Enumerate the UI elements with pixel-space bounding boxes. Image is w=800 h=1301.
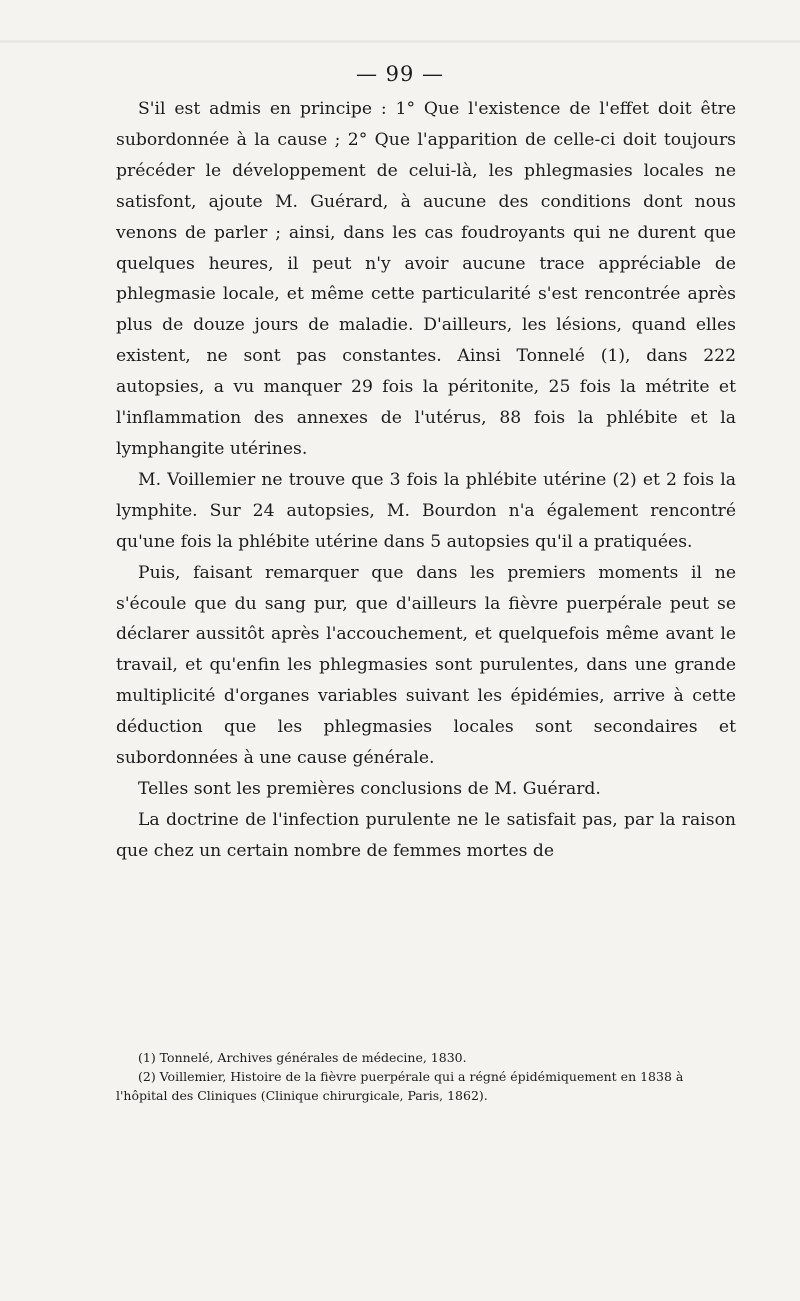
- paragraph-3: Puis, faisant remarquer que dans les premiers moments il ne s'écoule que du sang pur, que d'ailleurs la fièvre puerpérale peut se déclarer aussitôt après l'accouchement, et quelquefois même avant le travail, et qu'enfin les phlegmasies sont purulentes, dans une grande multiplicité d'organes variables suivant les épidémies, arrive à cette déduction que les phlegmasies locales sont secondaires et subordonnées à une cause générale.: [116, 562, 736, 769]
- footnotes: [116, 1048, 736, 1105]
- page-number: — 99 —: [355, 62, 445, 86]
- paragraph-5: La doctrine de l'infection purulente ne le satisfait pas, par la raison que chez un certain nombre de femmes mortes de: [116, 809, 736, 861]
- paragraph-4: Telles sont les premières conclusions de M. Guérard.: [138, 778, 601, 799]
- footnote-1: (1) Tonnelé, Archives générales de médecine, 1830.: [138, 1050, 467, 1065]
- paragraph-1: S'il est admis en principe : 1° Que l'existence de l'effet doit être subordonnée à la cause ; 2° Que l'apparition de celle-ci doit toujours précéder le développement de celui-là, les phlegmasies locales ne satisfont, ajoute M. Guérard, à aucune des conditions dont nous venons de parler ; ainsi, dans les cas foudroyants qui ne durent que quelques heures, il peut n'y avoir aucune trace appréciable de phlegmasie locale, et même cette particularité s'est rencontrée après plus de douze jours de maladie. D'ailleurs, les lésions, quand elles existent, ne sont pas constantes. Ainsi Tonnelé (1), dans 222 autopsies, a vu manquer 29 fois la péritonite, 25 fois la métrite et l'inflammation des annexes de l'utérus, 88 fois la phlébite et la lymphangite utérines.: [116, 99, 736, 459]
- bleed-through-shadow: [0, 40, 800, 43]
- body-text: [116, 94, 736, 867]
- paragraph-2: M. Voillemier ne trouve que 3 fois la phlébite utérine (2) et 2 fois la lymphite. Sur 24 autopsies, M. Bourdon n'a également rencontré qu'une fois la phlébite utérine dans 5 autopsies qu'il a pratiquées.: [116, 469, 736, 552]
- footnote-2: (2) Voillemier, Histoire de la fièvre puerpérale qui a régné épidémiquement en 1838 à l'hôpital des Cliniques (Clinique chirurgicale, Paris, 1862).: [116, 1069, 684, 1103]
